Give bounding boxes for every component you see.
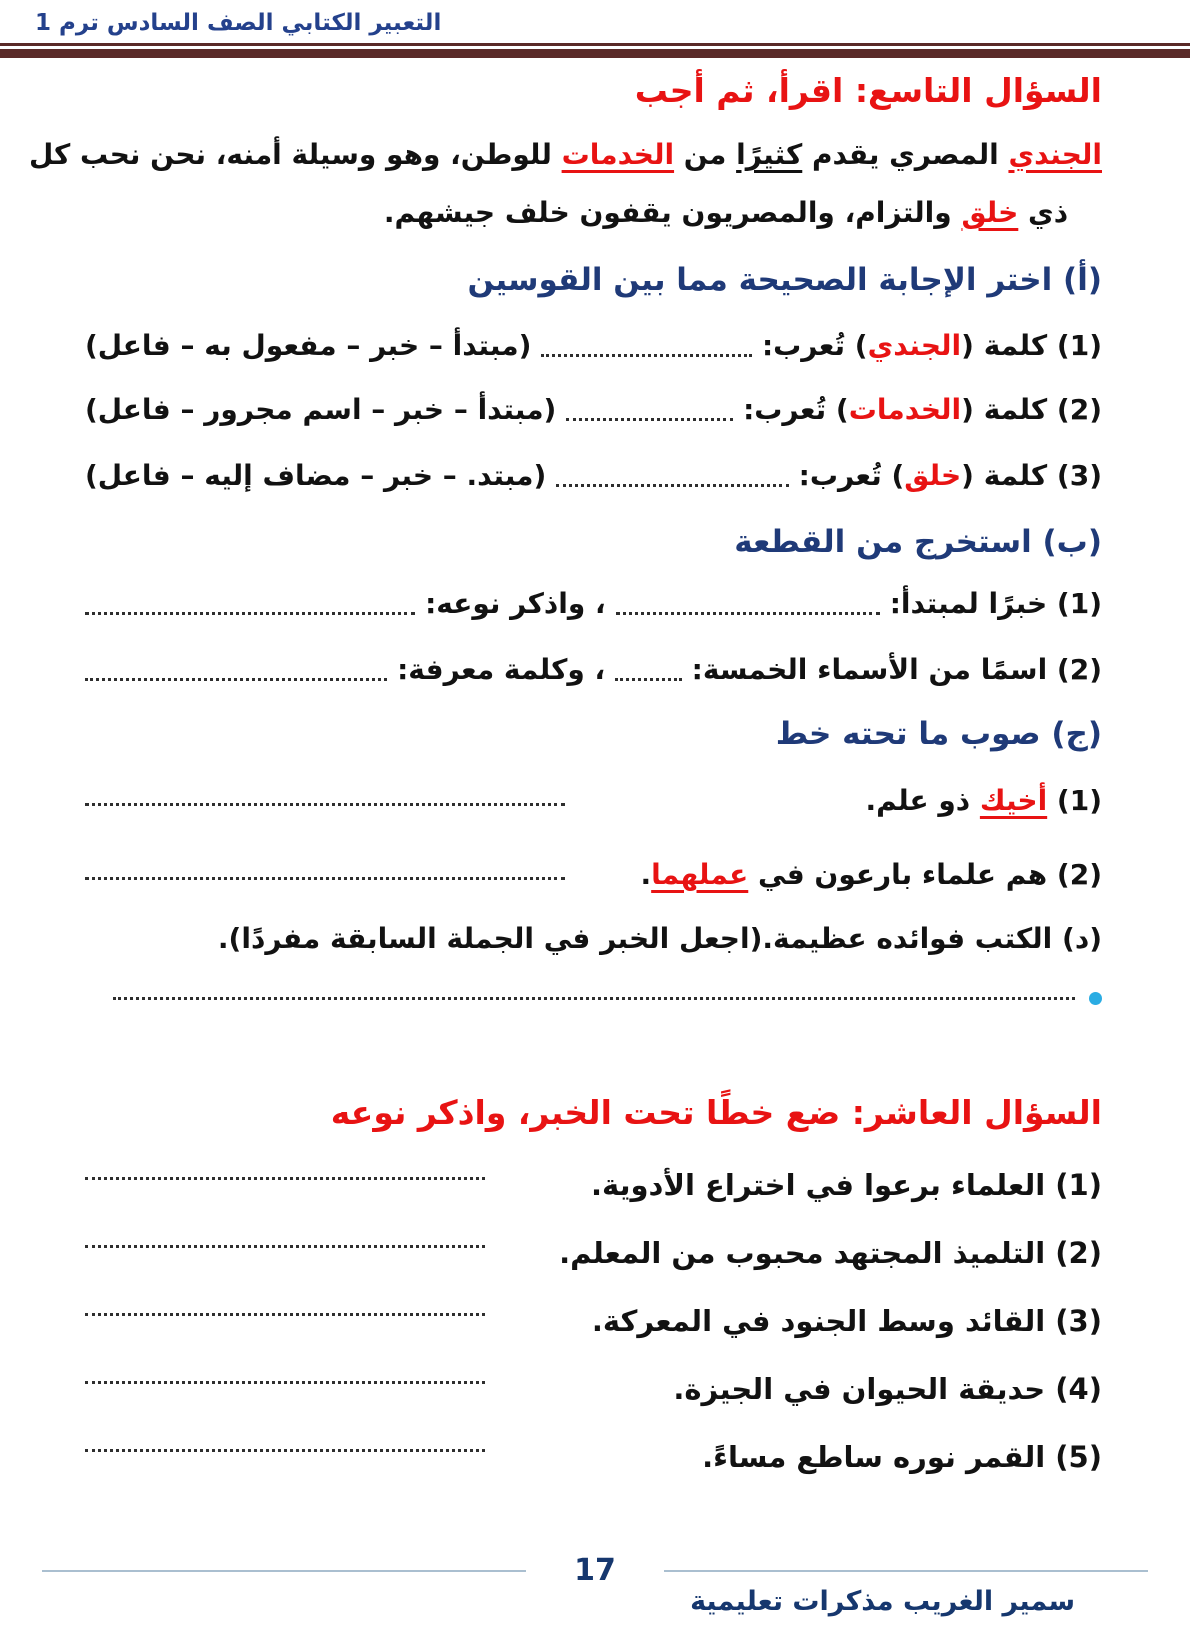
part-a-heading: (أ) اختر الإجابة الصحيحة مما بين القوسين: [467, 262, 1102, 298]
question-9-title: السؤال التاسع: اقرأ، ثم أجب: [634, 71, 1102, 110]
page-content: [0, 68, 1190, 1480]
q10-item-3: [85, 1298, 1102, 1344]
part-d-item: [85, 916, 1102, 962]
choices-label: (مبتد. – خبر – مضاف إليه – فاعل): [85, 459, 547, 492]
page-header-title: التعبير الكتابي الصف السادس ترم 1: [35, 10, 442, 36]
dotted-answer-line: [113, 997, 1075, 1000]
dotted-answer-line: [85, 612, 415, 615]
passage-text: للوطن، وهو وسيلة أمنه، نحن نحب كل: [29, 138, 562, 171]
part-c-item-1: [85, 778, 1102, 824]
dotted-answer-line: [85, 877, 565, 880]
question-10-title: السؤال العاشر: ضع خطًا تحت الخبر، واذكر نوعه: [330, 1093, 1102, 1132]
choices-label: (مبتدأ – خبر – اسم مجرور – فاعل): [85, 393, 557, 426]
keyword-underlined: عملهما: [651, 858, 749, 891]
part-a-item-2: [85, 390, 1102, 430]
item-sentence: (3) القائد وسط الجنود في المعركة.: [591, 1304, 1102, 1338]
part-a-item-1: [85, 326, 1102, 366]
item-sentence: (2) هم علماء بارعون في عملهما.: [640, 858, 1102, 891]
underlined-word-manners: خلق: [961, 196, 1019, 229]
dotted-answer-line: [616, 612, 880, 615]
keyword: الجندي: [867, 329, 962, 362]
footer-rule-right: [664, 1570, 1148, 1572]
footer-rule-left: [42, 1570, 526, 1572]
header-rule-thick: [0, 49, 1190, 58]
q10-item-1: [85, 1162, 1102, 1208]
underlined-word-services: الخدمات: [561, 138, 675, 171]
item-label: (1) خبرًا لمبتدأ:: [889, 587, 1102, 620]
item-label: (2) اسمًا من الأسماء الخمسة:: [691, 653, 1102, 686]
part-c-item-2: [85, 852, 1102, 898]
passage-text: والتزام، والمصريون يقفون خلف جيشهم.: [383, 196, 962, 229]
dotted-answer-line: [85, 1245, 485, 1248]
dotted-answer-line: [85, 678, 387, 681]
passage-line-1: [29, 126, 1102, 184]
passage-text: من: [674, 138, 737, 171]
dotted-answer-line: [85, 1313, 485, 1316]
q10-item-2: [85, 1230, 1102, 1276]
dotted-answer-line: [85, 1449, 485, 1452]
item-sentence: (5) القمر نوره ساطع مساءً.: [702, 1440, 1102, 1474]
underlined-word-much: كثيرًا: [736, 138, 803, 171]
item-label: (3) كلمة (خلق) تُعرب:: [798, 459, 1102, 492]
page-number: 17: [574, 1553, 616, 1588]
passage-text: ذي: [1018, 196, 1069, 229]
answer-bullet-row: [85, 986, 1102, 1010]
item-label: ، وكلمة معرفة:: [397, 653, 606, 686]
q10-item-4: [85, 1366, 1102, 1412]
item-sentence: (1) أخيك ذو علم.: [865, 784, 1102, 817]
publisher-label: سمير الغريب مذكرات تعليمية: [690, 1586, 1075, 1617]
instruction-label: (اجعل الخبر في الجملة السابقة مفردًا).: [217, 922, 763, 955]
item-label: ، واذكر نوعه:: [425, 587, 606, 620]
reading-passage: [29, 126, 1102, 242]
part-b-item-1: [85, 584, 1102, 624]
item-label: (1) كلمة (الجندي) تُعرب:: [761, 329, 1102, 362]
dotted-answer-line: [85, 1381, 485, 1384]
keyword: خلق: [904, 459, 962, 492]
item-label: (2) كلمة (الخدمات) تُعرب:: [743, 393, 1102, 426]
footer-rule-row: [0, 1553, 1190, 1588]
keyword: الخدمات: [848, 393, 962, 426]
passage-line-2: [85, 184, 1102, 242]
item-sentence: (2) التلميذ المجتهد محبوب من المعلم.: [559, 1236, 1102, 1270]
item-sentence: (د) الكتب فوائده عظيمة.: [762, 922, 1102, 955]
dotted-answer-line: [85, 803, 565, 806]
dotted-answer-line: [566, 418, 733, 421]
dotted-answer-line: [541, 354, 752, 357]
page-footer: [0, 1553, 1190, 1617]
q10-item-5: [85, 1434, 1102, 1480]
dotted-answer-line: [85, 1177, 485, 1180]
passage-text: المصري يقدم: [802, 138, 1009, 171]
keyword-underlined: أخيك: [979, 784, 1048, 817]
part-b-heading: (ب) استخرج من القطعة: [734, 524, 1102, 560]
item-sentence: (4) حديقة الحيوان في الجيزة.: [673, 1372, 1102, 1406]
choices-label: (مبتدأ – خبر – مفعول به – فاعل): [85, 329, 532, 362]
underlined-word-soldier: الجندي: [1008, 138, 1102, 171]
dotted-answer-line: [556, 484, 788, 487]
part-b-item-2: [85, 650, 1102, 690]
part-a-item-3: [85, 456, 1102, 496]
item-sentence: (1) العلماء برعوا في اختراع الأدوية.: [591, 1168, 1102, 1202]
part-c-heading: (ج) صوب ما تحته خط: [775, 716, 1102, 752]
dotted-answer-line: [615, 678, 681, 681]
bullet-dot-icon: [1089, 992, 1102, 1005]
